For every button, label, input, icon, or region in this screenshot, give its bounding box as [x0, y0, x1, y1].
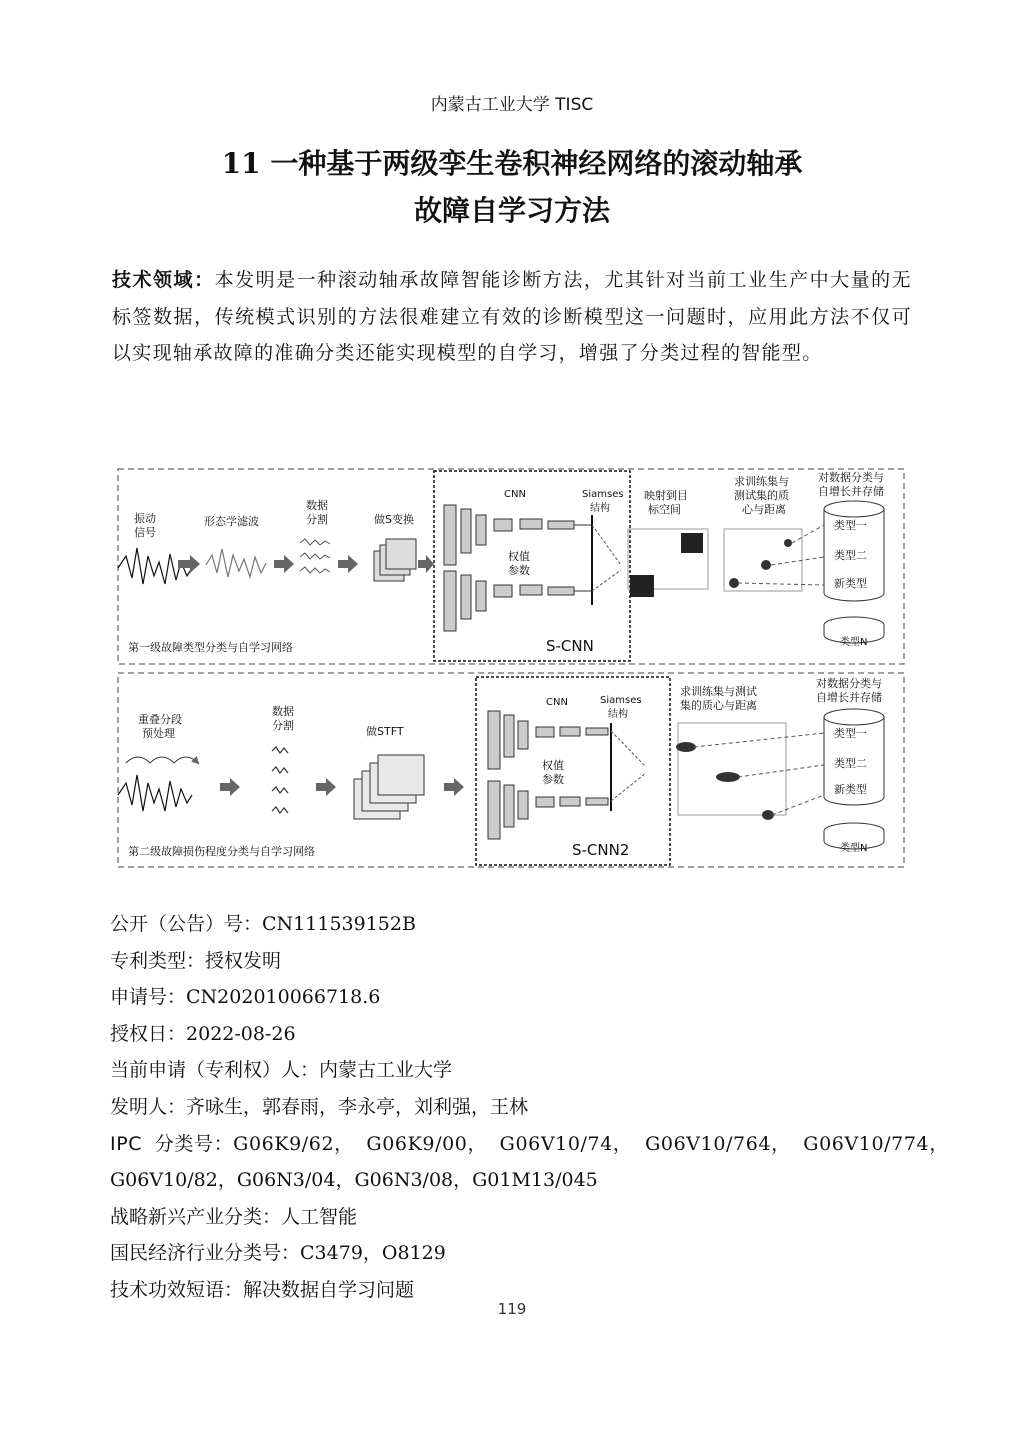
- patent-type-value: 授权发明: [205, 949, 282, 972]
- s1-label-12: 标空间: [648, 503, 681, 516]
- s1-label-14: 测试集的质: [734, 489, 789, 502]
- s2-label-0: 重叠分段: [138, 713, 182, 726]
- page-number: 119: [497, 1300, 527, 1318]
- s1-label-9: 权值: [508, 550, 530, 563]
- inventor-label: 发明人：: [110, 1095, 187, 1118]
- s2-segments: [272, 747, 288, 813]
- ipc-value-2: G06V10/82，G06N3/04，G06N3/08，G01M13/045: [110, 1169, 598, 1192]
- s1-label-8: 结构: [590, 503, 610, 514]
- s1-cluster-points: [729, 539, 792, 588]
- holder-value: 内蒙古工业大学: [319, 1059, 453, 1082]
- s1-s-transform-stack: [374, 539, 416, 581]
- grant-date-label: 授权日：: [110, 1022, 187, 1045]
- s1-filtered-wave: [206, 549, 266, 577]
- s2-caption: 第二级故障损伤程度分类与自学习网络: [128, 845, 315, 858]
- s2-label-3: 分割: [272, 719, 294, 732]
- s1-label-16: 对数据分类与: [818, 471, 884, 484]
- s2-label-1: 预处理: [142, 727, 175, 740]
- s1-label-2: 形态学滤波: [204, 515, 259, 528]
- s1-label-0: 振动: [134, 512, 156, 525]
- title-line-1: 11 一种基于两级孪生卷积神经网络的滚动轴承: [221, 147, 803, 180]
- pub-number-row: [110, 906, 910, 943]
- strategic-label: 战略新兴产业分类：: [110, 1205, 282, 1228]
- s1-type-3: 类型N: [840, 637, 868, 648]
- s1-label-3: 数据: [306, 499, 328, 512]
- s2-label-13: 自增长并存储: [816, 691, 882, 704]
- ipc-value-1: G06K9/62， G06K9/00， G06V10/74， G06V10/764， G06V10/774，: [233, 1132, 949, 1155]
- holder-row: [110, 1052, 910, 1089]
- application-number-row: [110, 979, 910, 1016]
- ipc-label: IPC 分类号：: [110, 1132, 234, 1155]
- industry-value: C3479，O8129: [300, 1242, 446, 1265]
- tech-field-label: 技术领域：: [112, 269, 215, 291]
- industry-label: 国民经济行业分类号：: [110, 1242, 301, 1265]
- s2-label-12: 对数据分类与: [816, 677, 882, 690]
- s1-label-15: 心与距离: [742, 503, 786, 516]
- method-diagram: [116, 465, 906, 870]
- s2-label-5: CNN: [546, 697, 568, 708]
- strategic-value: 人工智能: [281, 1205, 358, 1228]
- s2-type-2: 新类型: [834, 783, 867, 796]
- inventor-row: [110, 1089, 910, 1126]
- s1-label-1: 信号: [134, 526, 156, 539]
- s1-label-5: 做S变换: [374, 513, 414, 526]
- patent-info: [110, 906, 949, 1309]
- s2-label-2: 数据: [272, 705, 294, 718]
- patent-type-label: 专利类型：: [110, 949, 206, 972]
- s2-cnn-lower: [488, 781, 608, 839]
- tech-field-text: 本发明是一种滚动轴承故障智能诊断方法，尤其针对当前工业生产中大量的无标签数据，传统模式识别的方法很难建立有效的诊断模型这一问题时，应用此方法不仅可以实现轴承故障的准确分类还能实现模型的自学习，增强了分类过程的智能型。: [112, 269, 912, 364]
- s1-label-4: 分割: [306, 513, 328, 526]
- s1-label-13: 求训练集与: [734, 475, 789, 488]
- s2-label-7: 结构: [608, 709, 628, 720]
- s1-label-17: 自增长并存储: [818, 485, 884, 498]
- pub-number-value: CN111539152B: [262, 913, 416, 935]
- patent-type-row: [110, 943, 910, 980]
- s1-arrow-4: [418, 555, 434, 573]
- industry-row: [110, 1235, 910, 1272]
- inventor-value: 齐咏生，郭春雨，李永亭，刘利强，王林: [186, 1095, 529, 1118]
- s2-label-8: 权值: [542, 759, 564, 772]
- s2-centroid-box: [678, 723, 786, 815]
- grant-date-value: 2022-08-26: [186, 1022, 296, 1045]
- s2-stft-stack: [354, 755, 424, 819]
- ipc-row: [110, 1126, 949, 1163]
- s1-type-1: 类型二: [834, 549, 867, 562]
- tech-field-paragraph: [112, 262, 912, 372]
- method-figure: [116, 465, 906, 870]
- s1-label-10: 参数: [508, 564, 530, 577]
- s2-cluster-points: [676, 742, 774, 820]
- s2-type-0: 类型一: [834, 727, 867, 740]
- page-header: 内蒙古工业大学 TISC: [430, 95, 594, 115]
- strategic-row: [110, 1199, 910, 1236]
- grant-date-row: [110, 1016, 910, 1053]
- s1-segments: [300, 539, 330, 573]
- s2-label-10: 求训练集与测试: [680, 685, 757, 698]
- s1-label-11: 映射到目: [644, 489, 688, 502]
- s1-type-0: 类型一: [834, 519, 867, 532]
- s1-label-6: CNN: [504, 489, 526, 500]
- s1-arrow-3: [338, 555, 358, 573]
- application-number-label: 申请号：: [110, 986, 187, 1009]
- s1-caption: 第一级故障类型分类与自学习网络: [128, 641, 293, 654]
- application-number-value: CN202010066718.6: [186, 986, 381, 1009]
- s1-feature-map: [630, 533, 703, 597]
- s1-type-2: 新类型: [834, 577, 867, 590]
- s1-arrow-2: [274, 555, 294, 573]
- s2-vibration-wave: [118, 775, 192, 811]
- document-title: [0, 140, 1024, 234]
- title-line-2: 故障自学习方法: [413, 194, 610, 227]
- s2-label-6: Siamses: [600, 695, 642, 706]
- s1-arrow-1: [178, 555, 200, 573]
- s1-cnn-lower: [444, 571, 591, 631]
- s2-label-4: 做STFT: [366, 725, 404, 738]
- s2-type-3: 类型N: [840, 843, 868, 854]
- s1-box-label: S-CNN: [546, 637, 594, 655]
- s2-label-11: 集的质心与距离: [680, 699, 757, 712]
- s2-type-1: 类型二: [834, 757, 867, 770]
- effect-label: 技术功效短语：: [110, 1278, 244, 1301]
- effect-value: 解决数据自学习问题: [243, 1278, 415, 1301]
- s1-label-7: Siamses: [582, 489, 624, 500]
- holder-label: 当前申请（专利权）人：: [110, 1059, 320, 1082]
- pub-number-label: 公开（公告）号：: [110, 913, 263, 935]
- s2-label-9: 参数: [542, 773, 564, 786]
- ipc-row-continued: [110, 1162, 910, 1199]
- s2-box-label: S-CNN2: [572, 841, 630, 859]
